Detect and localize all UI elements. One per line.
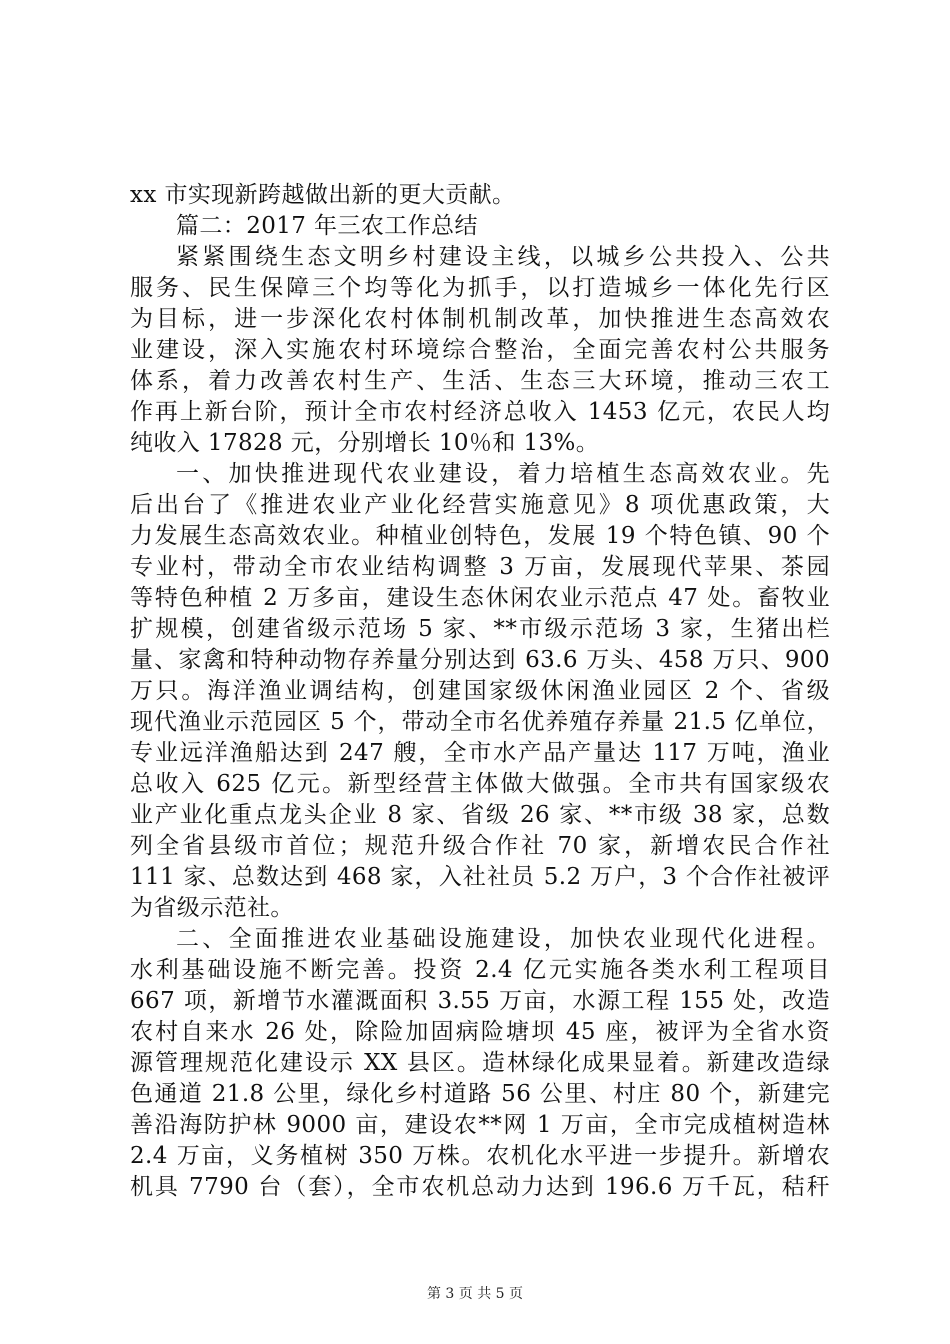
text-line: 总收入 625 亿元。新型经营主体做大做强。全市共有国家级农: [130, 771, 830, 797]
text-line: 农村自来水 26 处，除险加固病险塘坝 45 座，被评为全省水资: [130, 1019, 830, 1045]
page-footer: 第 3 页 共 5 页: [426, 1286, 524, 1302]
text-line: 篇二：2017 年三农工作总结: [176, 213, 478, 239]
text-line: 善沿海防护林 9000 亩，建设农**网 1 万亩，全市完成植树造林: [130, 1112, 830, 1138]
text-line: 一、加快推进现代农业建设，着力培植生态高效农业。先: [176, 461, 830, 487]
text-line: 后出台了《推进农业产业化经营实施意见》8 项优惠政策，大: [130, 492, 830, 518]
text-line: 专业远洋渔船达到 247 艘，全市水产品产量达 117 万吨，渔业: [130, 740, 830, 766]
text-line: 列全省县级市首位；规范升级合作社 70 家，新增农民合作社: [130, 833, 830, 859]
text-line: 力发展生态高效农业。种植业创特色，发展 19 个特色镇、90 个: [130, 523, 830, 549]
text-line: 为省级示范社。: [130, 895, 294, 921]
text-line: 专业村，带动全市农业结构调整 3 万亩，发展现代苹果、茶园: [130, 554, 830, 580]
text-line: 纯收入 17828 元，分别增长 10％和 13%。: [130, 430, 600, 456]
text-line: 量、家禽和特种动物存养量分别达到 63.6 万头、458 万只、900: [130, 647, 830, 673]
text-line: 机具 7790 台（套），全市农机总动力达到 196.6 万千瓦，秸秆: [130, 1174, 830, 1200]
text-line: 作再上新台阶，预计全市农村经济总收入 1453 亿元，农民人均: [130, 399, 830, 425]
text-line: 111 家、总数达到 468 家，入社社员 5.2 万户，3 个合作社被评: [130, 864, 830, 890]
text-line: 现代渔业示范园区 5 个，带动全市名优养殖存养量 21.5 亿单位，: [130, 709, 830, 735]
text-line: 色通道 21.8 公里，绿化乡村道路 56 公里、村庄 80 个，新建完: [130, 1081, 830, 1107]
text-line: 紧紧围绕生态文明乡村建设主线，以城乡公共投入、公共: [176, 244, 830, 270]
text-line: 业建设，深入实施农村环境综合整治，全面完善农村公共服务: [130, 337, 830, 363]
text-line: 667 项，新增节水灌溉面积 3.55 万亩，水源工程 155 处，改造: [130, 988, 830, 1014]
text-line: 等特色种植 2 万多亩，建设生态休闲农业示范点 47 处。畜牧业: [130, 585, 830, 611]
document-body: [130, 180, 830, 1203]
text-line: 水利基础设施不断完善。投资 2.4 亿元实施各类水利工程项目: [130, 957, 830, 983]
text-line: 二、全面推进农业基础设施建设，加快农业现代化进程。: [176, 926, 830, 952]
text-line: 体系，着力改善农村生产、生活、生态三大环境，推动三农工: [130, 368, 830, 394]
text-line: 扩规模，创建省级示范场 5 家、**市级示范场 3 家，生猪出栏: [130, 616, 830, 642]
text-line: 服务、民生保障三个均等化为抓手，以打造城乡一体化先行区: [130, 275, 830, 301]
text-line: xx 市实现新跨越做出新的更大贡献。: [130, 182, 516, 208]
text-line: 业产业化重点龙头企业 8 家、省级 26 家、**市级 38 家，总数: [130, 802, 830, 828]
text-line: 为目标，进一步深化农村体制机制改革，加快推进生态高效农: [130, 306, 830, 332]
text-line: 万只。海洋渔业调结构，创建国家级休闲渔业园区 2 个、省级: [130, 678, 830, 704]
text-line: 源管理规范化建设示 XX 县区。造林绿化成果显着。新建改造绿: [130, 1050, 830, 1076]
text-line: 2.4 万亩，义务植树 350 万株。农机化水平进一步提升。新增农: [130, 1143, 830, 1169]
